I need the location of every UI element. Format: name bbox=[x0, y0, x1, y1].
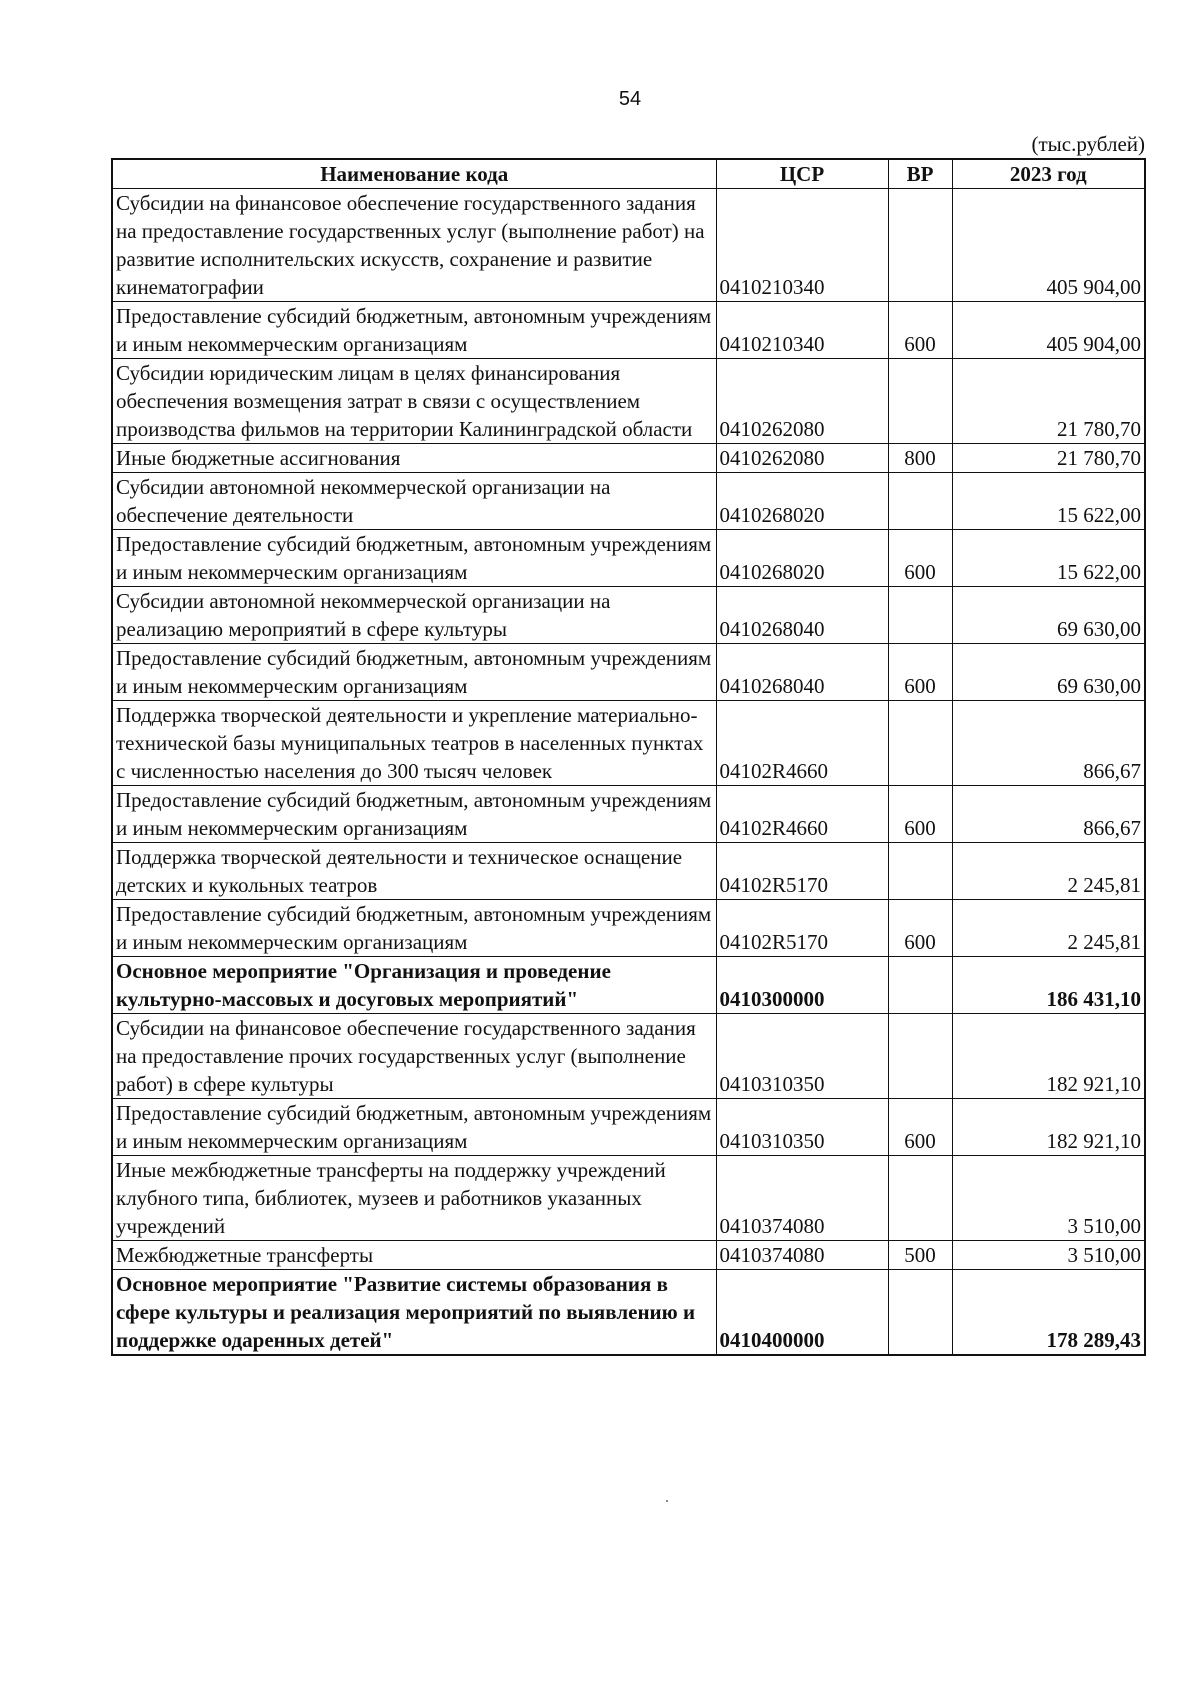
row-vr-cell: 600 bbox=[888, 530, 952, 587]
row-sum-cell: 15 622,00 bbox=[952, 530, 1145, 587]
row-sum-cell: 15 622,00 bbox=[952, 473, 1145, 530]
row-csr-cell: 0410300000 bbox=[716, 957, 888, 1014]
row-csr-cell: 0410262080 bbox=[716, 359, 888, 444]
units-label: (тыс.рублей) bbox=[1031, 132, 1145, 156]
row-name-cell: Предоставление субсидий бюджетным, автономным учреждениям и иным некоммерческим организациям bbox=[112, 302, 716, 359]
row-name-cell: Поддержка творческой деятельности и укрепление материально-технической базы муниципальных театров в населенных пунктах с численностью населения до 300 тысяч человек bbox=[112, 701, 716, 786]
table-row bbox=[112, 444, 1145, 473]
row-sum-cell: 3 510,00 bbox=[952, 1241, 1145, 1270]
row-vr-cell bbox=[888, 473, 952, 530]
header-name: Наименование кода bbox=[112, 159, 716, 189]
row-csr-cell: 0410210340 bbox=[716, 189, 888, 302]
row-sum-cell: 405 904,00 bbox=[952, 189, 1145, 302]
row-vr-cell bbox=[888, 189, 952, 302]
row-name-cell: Поддержка творческой деятельности и техническое оснащение детских и кукольных театров bbox=[112, 843, 716, 900]
row-csr-cell: 0410268040 bbox=[716, 587, 888, 644]
table-row bbox=[112, 701, 1145, 786]
header-vr: ВР bbox=[888, 159, 952, 189]
row-name-cell: Иные бюджетные ассигнования bbox=[112, 444, 716, 473]
row-vr-cell bbox=[888, 843, 952, 900]
row-name-cell: Межбюджетные трансферты bbox=[112, 1241, 716, 1270]
row-csr-cell: 0410268020 bbox=[716, 473, 888, 530]
table-row bbox=[112, 1241, 1145, 1270]
table-row bbox=[112, 189, 1145, 302]
row-csr-cell: 04102R4660 bbox=[716, 786, 888, 843]
row-csr-cell: 0410310350 bbox=[716, 1099, 888, 1156]
row-name-cell: Предоставление субсидий бюджетным, автономным учреждениям и иным некоммерческим организациям bbox=[112, 1099, 716, 1156]
budget-table bbox=[111, 158, 1146, 1356]
table-row bbox=[112, 359, 1145, 444]
row-csr-cell: 0410374080 bbox=[716, 1156, 888, 1241]
row-sum-cell: 182 921,10 bbox=[952, 1014, 1145, 1099]
row-name-cell: Предоставление субсидий бюджетным, автономным учреждениям и иным некоммерческим организациям bbox=[112, 530, 716, 587]
table-row bbox=[112, 1270, 1145, 1356]
table-header-row bbox=[112, 159, 1145, 189]
row-name-cell: Основное мероприятие "Развитие системы образования в сфере культуры и реализация мероприятий по выявлению и поддержке одаренных детей" bbox=[112, 1270, 716, 1356]
row-name-cell: Субсидии на финансовое обеспечение государственного задания на предоставление прочих государственных услуг (выполнение работ) в сфере культуры bbox=[112, 1014, 716, 1099]
table-row bbox=[112, 957, 1145, 1014]
row-sum-cell: 21 780,70 bbox=[952, 359, 1145, 444]
row-vr-cell bbox=[888, 587, 952, 644]
row-csr-cell: 0410262080 bbox=[716, 444, 888, 473]
header-csr: ЦСР bbox=[716, 159, 888, 189]
table-body bbox=[112, 189, 1145, 1356]
table-row bbox=[112, 786, 1145, 843]
row-csr-cell: 0410310350 bbox=[716, 1014, 888, 1099]
row-sum-cell: 2 245,81 bbox=[952, 900, 1145, 957]
row-sum-cell: 405 904,00 bbox=[952, 302, 1145, 359]
row-vr-cell bbox=[888, 1156, 952, 1241]
table-row bbox=[112, 302, 1145, 359]
row-name-cell: Предоставление субсидий бюджетным, автономным учреждениям и иным некоммерческим организациям bbox=[112, 786, 716, 843]
table-row bbox=[112, 1014, 1145, 1099]
row-vr-cell bbox=[888, 701, 952, 786]
row-name-cell: Предоставление субсидий бюджетным, автономным учреждениям и иным некоммерческим организациям bbox=[112, 644, 716, 701]
row-csr-cell: 0410210340 bbox=[716, 302, 888, 359]
row-name-cell: Субсидии автономной некоммерческой организации на обеспечение деятельности bbox=[112, 473, 716, 530]
scan-speck bbox=[666, 1500, 668, 1502]
table-row bbox=[112, 1156, 1145, 1241]
row-sum-cell: 69 630,00 bbox=[952, 587, 1145, 644]
row-sum-cell: 3 510,00 bbox=[952, 1156, 1145, 1241]
row-vr-cell bbox=[888, 1014, 952, 1099]
row-vr-cell: 600 bbox=[888, 786, 952, 843]
row-sum-cell: 866,67 bbox=[952, 786, 1145, 843]
row-sum-cell: 69 630,00 bbox=[952, 644, 1145, 701]
row-vr-cell bbox=[888, 359, 952, 444]
page-number: 54 bbox=[618, 88, 642, 110]
table-row bbox=[112, 644, 1145, 701]
row-name-cell: Субсидии на финансовое обеспечение государственного задания на предоставление государственных услуг (выполнение работ) на развитие исполнительских искусств, сохранение и развитие кинематографии bbox=[112, 189, 716, 302]
row-name-cell: Иные межбюджетные трансферты на поддержку учреждений клубного типа, библиотек, музеев и работников указанных учреждений bbox=[112, 1156, 716, 1241]
table-row bbox=[112, 843, 1145, 900]
table-row bbox=[112, 473, 1145, 530]
row-sum-cell: 182 921,10 bbox=[952, 1099, 1145, 1156]
row-vr-cell: 600 bbox=[888, 302, 952, 359]
row-sum-cell: 21 780,70 bbox=[952, 444, 1145, 473]
row-vr-cell bbox=[888, 957, 952, 1014]
row-name-cell: Субсидии автономной некоммерческой организации на реализацию мероприятий в сфере культуры bbox=[112, 587, 716, 644]
header-year: 2023 год bbox=[952, 159, 1145, 189]
row-csr-cell: 04102R4660 bbox=[716, 701, 888, 786]
row-vr-cell: 600 bbox=[888, 1099, 952, 1156]
row-vr-cell: 500 bbox=[888, 1241, 952, 1270]
row-name-cell: Предоставление субсидий бюджетным, автономным учреждениям и иным некоммерческим организациям bbox=[112, 900, 716, 957]
row-vr-cell: 800 bbox=[888, 444, 952, 473]
row-sum-cell: 866,67 bbox=[952, 701, 1145, 786]
row-csr-cell: 04102R5170 bbox=[716, 843, 888, 900]
table-row bbox=[112, 900, 1145, 957]
row-name-cell: Субсидии юридическим лицам в целях финансирования обеспечения возмещения затрат в связи с осуществлением производства фильмов на территории Калининградской области bbox=[112, 359, 716, 444]
row-sum-cell: 178 289,43 bbox=[952, 1270, 1145, 1356]
row-csr-cell: 0410268040 bbox=[716, 644, 888, 701]
row-sum-cell: 2 245,81 bbox=[952, 843, 1145, 900]
row-csr-cell: 0410400000 bbox=[716, 1270, 888, 1356]
row-vr-cell bbox=[888, 1270, 952, 1356]
table-row bbox=[112, 1099, 1145, 1156]
table-row bbox=[112, 587, 1145, 644]
row-csr-cell: 0410374080 bbox=[716, 1241, 888, 1270]
table-row bbox=[112, 530, 1145, 587]
row-name-cell: Основное мероприятие "Организация и проведение культурно-массовых и досуговых мероприятий" bbox=[112, 957, 716, 1014]
row-csr-cell: 0410268020 bbox=[716, 530, 888, 587]
row-sum-cell: 186 431,10 bbox=[952, 957, 1145, 1014]
row-csr-cell: 04102R5170 bbox=[716, 900, 888, 957]
row-vr-cell: 600 bbox=[888, 900, 952, 957]
row-vr-cell: 600 bbox=[888, 644, 952, 701]
